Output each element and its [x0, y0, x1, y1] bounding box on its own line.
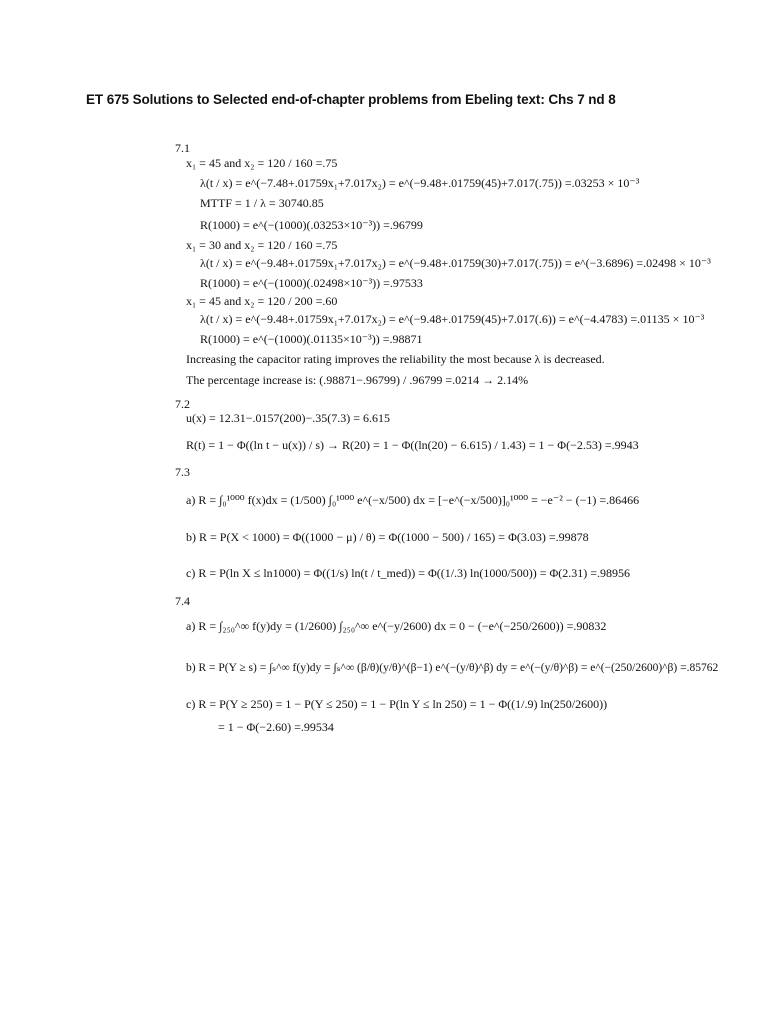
equation-line: λ(t / x) = e^(−7.48+.01759x₁+7.017x₂) = e^(−9.48+.01759(45)+7.017(.75)) =.03253 × 10⁻³	[200, 176, 640, 190]
equation-line: R(1000) = e^(−(1000)(.01135×10⁻³)) =.98871	[200, 332, 423, 346]
equation-line: a) R = ∫₀¹⁰⁰⁰ f(x)dx = (1/500) ∫₀¹⁰⁰⁰ e^(−x/500) dx = [−e^(−x/500)]₀¹⁰⁰⁰ = −e⁻² − (−1) =.86466	[186, 493, 640, 507]
equation-line: b) R = P(Y ≥ s) = ∫ₛ^∞ f(y)dy = ∫ₛ^∞ (β/θ)(y/θ)^(β−1) e^(−(y/θ)^β) dy = e^(−(y/θ)^β) = e^(−(250/2600)^β) =.85762	[186, 662, 719, 674]
section-number: 7.2	[175, 397, 190, 411]
equation-line: R(1000) = e^(−(1000)(.03253×10⁻³)) =.96799	[200, 218, 423, 232]
equation-line: The percentage increase is: (.98871−.96799) / .96799 =.0214 → 2.14%	[186, 373, 529, 387]
equation-line: R(t) = 1 − Φ((ln t − u(x)) / s) → R(20) = 1 − Φ((ln(20) − 6.615) / 1.43) = 1 − Φ(−2.53) =.9943	[186, 438, 639, 452]
text-line: Increasing the capacitor rating improves the reliability the most because λ is decreased.	[186, 352, 605, 366]
equation-line: x₁ = 45 and x₂ = 120 / 160 =.75	[186, 156, 338, 170]
equation-line: = 1 − Φ(−2.60) =.99534	[218, 720, 334, 734]
equation-line: MTTF = 1 / λ = 30740.85	[200, 196, 324, 210]
equation-line: x₁ = 45 and x₂ = 120 / 200 =.60	[186, 294, 338, 308]
equation-line: u(x) = 12.31−.0157(200)−.35(7.3) = 6.615	[186, 411, 391, 425]
equation-line: c) R = P(Y ≥ 250) = 1 − P(Y ≤ 250) = 1 − P(ln Y ≤ ln 250) = 1 − Φ((1/.9) ln(250/2600))	[186, 697, 608, 711]
section-number: 7.1	[175, 141, 190, 155]
section-number: 7.4	[175, 594, 190, 608]
equation-line: a) R = ∫₂₅₀^∞ f(y)dy = (1/2600) ∫₂₅₀^∞ e^(−y/2600) dx = 0 − (−e^(−250/2600)) =.90832	[186, 619, 607, 633]
equation-line: b) R = P(X < 1000) = Φ((1000 − μ) / θ) = Φ((1000 − 500) / 165) = Φ(3.03) =.99878	[186, 530, 589, 544]
equation-line: λ(t / x) = e^(−9.48+.01759x₁+7.017x₂) = e^(−9.48+.01759(45)+7.017(.6)) = e^(−4.4783) =.01135 × 10⁻³	[200, 312, 705, 326]
equation-line: λ(t / x) = e^(−9.48+.01759x₁+7.017x₂) = e^(−9.48+.01759(30)+7.017(.75)) = e^(−3.6896) =.02498 × 10⁻³	[200, 256, 711, 270]
document-title: ET 675 Solutions to Selected end-of-chapter problems from Ebeling text: Chs 7 nd 8	[86, 92, 616, 107]
equation-line: R(1000) = e^(−(1000)(.02498×10⁻³)) =.97533	[200, 276, 423, 290]
section-number: 7.3	[175, 465, 190, 479]
equation-line: x₁ = 30 and x₂ = 120 / 160 =.75	[186, 238, 338, 252]
equation-line: c) R = P(ln X ≤ ln1000) = Φ((1/s) ln(t / t_med)) = Φ((1/.3) ln(1000/500)) = Φ(2.31) =.98956	[186, 566, 631, 580]
